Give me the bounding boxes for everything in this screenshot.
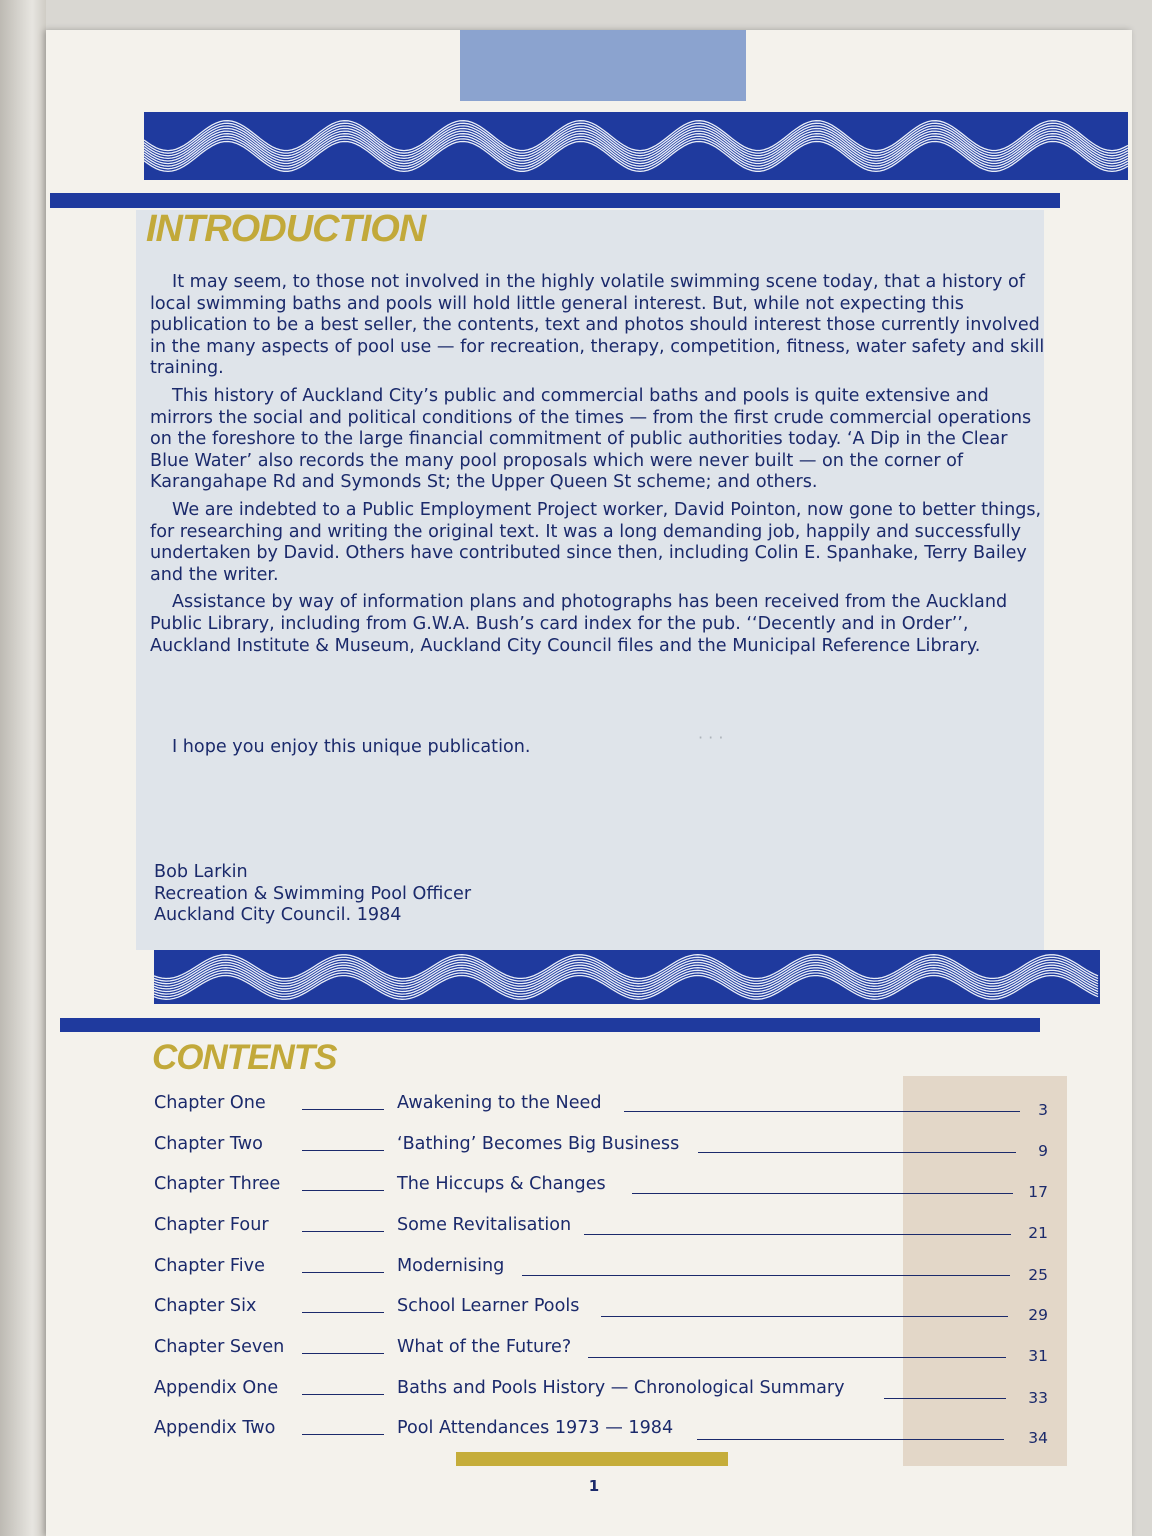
top-wave-band	[144, 112, 1128, 180]
contents-chapter-label: Chapter Seven	[154, 1337, 285, 1357]
contents-chapter-label: Appendix One	[154, 1378, 279, 1398]
contents-leader-rule	[698, 1152, 1016, 1153]
page-gutter-shadow	[0, 0, 46, 1536]
intro-body	[150, 272, 1050, 663]
contents-page-number: 9	[1038, 1142, 1048, 1161]
contents-page-number: 31	[1028, 1347, 1048, 1366]
contents-row	[46, 1337, 1086, 1367]
contents-chapter-title: Awakening to the Need	[397, 1093, 602, 1113]
contents-leader-rule	[588, 1357, 1006, 1358]
contents-page-number: 25	[1028, 1265, 1048, 1284]
contents-leader-rule	[601, 1316, 1008, 1317]
signoff-title: Recreation & Swimming Pool Officer	[154, 883, 472, 904]
contents-row	[46, 1296, 1086, 1326]
contents-chapter-title: The Hiccups & Changes	[397, 1174, 606, 1194]
intro-paragraph: Assistance by way of information plans and photographs has been received from the Auckland Public Library, including from G.W.A. Bush’s card index for the pub. ‘‘Decently and in Order’’, Auckland Institute & Museum, Auckland City Council files and the Municipal Reference Library.	[150, 592, 1008, 656]
contents-chapter-label: Appendix Two	[154, 1418, 276, 1438]
lower-wave-band	[154, 950, 1100, 1004]
contents-chapter-label: Chapter Six	[154, 1296, 257, 1316]
page-number: 1	[588, 1477, 600, 1495]
signoff-organisation: Auckland City Council. 1984	[154, 905, 402, 925]
contents-page-number: 29	[1028, 1306, 1048, 1324]
signoff-block	[154, 862, 471, 927]
contents-chapter-label: Chapter One	[154, 1093, 266, 1113]
contents-page-number: 33	[1028, 1388, 1048, 1407]
contents-row	[46, 1093, 1086, 1123]
contents-row	[46, 1378, 1086, 1408]
contents-page-number: 17	[1028, 1182, 1048, 1201]
contents-chapter-label: Chapter Two	[154, 1134, 263, 1154]
bottom-gold-bar	[456, 1452, 728, 1466]
contents-page-number: 3	[1038, 1101, 1048, 1119]
contents-dash-rule	[302, 1190, 384, 1191]
contents-chapter-label: Chapter Four	[154, 1215, 269, 1235]
contents-divider-bar	[60, 1018, 1040, 1032]
contents-chapter-title: Some Revitalisation	[397, 1215, 572, 1235]
faint-signature-mark: · · ·	[698, 728, 724, 747]
contents-row	[46, 1215, 1086, 1245]
contents-row	[46, 1134, 1086, 1164]
contents-chapter-label: Chapter Five	[154, 1256, 265, 1276]
document-page	[46, 30, 1132, 1536]
signoff-name: Bob Larkin	[154, 862, 248, 882]
contents-leader-rule	[632, 1193, 1013, 1194]
contents-row	[46, 1256, 1086, 1286]
contents-leader-rule	[584, 1234, 1011, 1235]
intro-paragraph: It may seem, to those not involved in the highly volatile swimming scene today, that a history of local swimming baths and pools will hold little general interest. But, while not expecting this publication to be a best seller, the contents, text and photos should interest those currently involved in the many aspects of pool use — for recreation, therapy, competition, fitness, water safety and skill training.	[150, 272, 1045, 379]
contents-chapter-title: Pool Attendances 1973 — 1984	[397, 1418, 674, 1438]
contents-leader-rule	[884, 1398, 1006, 1399]
contents-dash-rule	[302, 1150, 384, 1151]
contents-leader-rule	[624, 1111, 1020, 1112]
contents-page-number: 34	[1028, 1429, 1048, 1448]
contents-dash-rule	[302, 1312, 384, 1313]
contents-chapter-title: Baths and Pools History — Chronological Summary	[397, 1378, 845, 1398]
contents-leader-rule	[522, 1275, 1010, 1276]
contents-chapter-title: School Learner Pools	[397, 1296, 580, 1316]
contents-dash-rule	[302, 1272, 384, 1273]
contents-chapter-title: ‘Bathing’ Becomes Big Business	[397, 1134, 680, 1154]
intro-heading: INTRODUCTION	[146, 208, 426, 250]
intro-paragraph: We are indebted to a Public Employment Project worker, David Pointon, now gone to better things, for researching and writing the original text. It was a long demanding job, happily and successfully undertaken by David. Others have contributed since then, including Colin E. Spanhake, Terry Bailey and the writer.	[150, 499, 1042, 585]
contents-page-number: 21	[1028, 1224, 1048, 1243]
intro-closing-line: I hope you enjoy this unique publication.	[172, 737, 531, 757]
contents-dash-rule	[302, 1231, 384, 1232]
contents-dash-rule	[302, 1353, 384, 1354]
contents-row	[46, 1174, 1086, 1204]
intro-divider-bar	[50, 193, 1060, 208]
contents-heading: CONTENTS	[152, 1038, 337, 1077]
contents-chapter-title: What of the Future?	[397, 1337, 572, 1357]
contents-leader-rule	[697, 1439, 1004, 1440]
contents-dash-rule	[302, 1109, 384, 1110]
contents-chapter-label: Chapter Three	[154, 1174, 281, 1194]
contents-row	[46, 1418, 1086, 1448]
intro-paragraph: This history of Auckland City’s public and commercial baths and pools is quite extensive and mirrors the social and political conditions of the times — from the first crude commercial operations on the foreshore to the large financial commitment of public authorities today. ‘A Dip in the Clear Blue Water’ also records the many pool proposals which were never built — on the corner of Karangahape Rd and Symonds St; the Upper Queen St scheme; and others.	[150, 385, 1032, 493]
contents-dash-rule	[302, 1434, 384, 1435]
contents-dash-rule	[302, 1394, 384, 1395]
contents-chapter-title: Modernising	[397, 1256, 505, 1276]
top-color-block	[460, 30, 746, 101]
